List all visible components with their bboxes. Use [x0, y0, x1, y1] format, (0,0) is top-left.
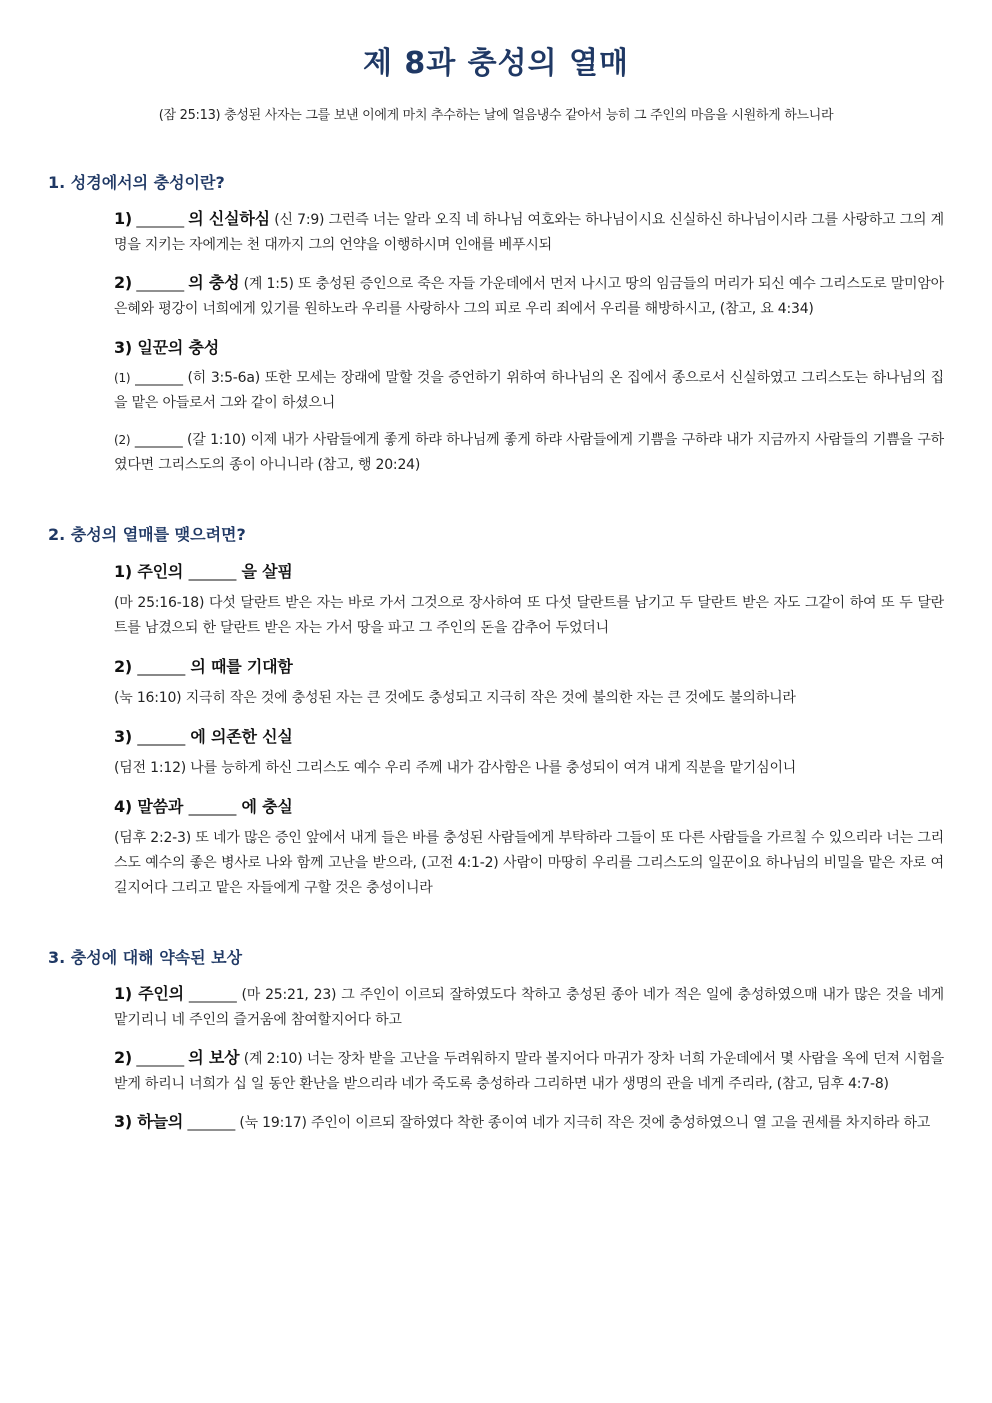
- section-2-item-1: [114, 558, 944, 641]
- section-1: [48, 172, 944, 478]
- section-3-heading: 3. 충성에 대해 약속된 보상: [48, 948, 243, 967]
- heading-suffix: 을 살핌: [241, 562, 293, 581]
- item-number: 2): [114, 1048, 133, 1067]
- heading-prefix: 1) 주인의: [114, 562, 184, 581]
- heading-prefix: 4) 말씀과: [114, 797, 184, 816]
- section-2: [48, 524, 944, 901]
- item-heading: 3) 하늘의: [114, 1112, 184, 1131]
- verse-text: (계 2:10) 너는 장차 받을 고난을 두려워하지 말라 볼지어다 마귀가 장차 너희 가운데에서 몇 사람을 옥에 던져 시험을 받게 하리니 너희가 십 일 동안 환난을 받으리라 네가 죽도록 충성하라 그리하면 내가 생명의 관을 네게 주리라, (참고, 딤후 4:7-8): [114, 1051, 944, 1092]
- item-heading: [114, 653, 944, 682]
- fill-in-blank: _______: [137, 660, 186, 676]
- heading-suffix: 에 의존한 신실: [190, 727, 293, 746]
- item-number: 2): [114, 273, 133, 292]
- fill-in-blank: _______: [136, 1051, 184, 1067]
- section-2-items: [48, 558, 944, 901]
- verse-text: (히 3:5-6a) 또한 모세는 장래에 말할 것을 증언하기 위하여 하나님의 온 집에서 종으로서 신실하였고 그리스도는 하나님의 집을 맡은 아들로서 그와 같이 하셨으니: [114, 370, 944, 411]
- section-3: [48, 947, 944, 1136]
- heading-prefix: 2): [114, 657, 133, 676]
- verse-text: (마 25:21, 23) 그 주인이 이르되 잘하였도다 착하고 충성된 종아 네가 적은 일에 충성하였으매 내가 많은 것을 네게 맡기리니 네 주인의 즐거움에 참여할지어다 하고: [114, 987, 944, 1028]
- fill-in-blank: _______: [134, 432, 183, 448]
- heading-suffix: 의 때를 기대함: [190, 657, 293, 676]
- heading-prefix: 3): [114, 727, 133, 746]
- section-3-item-3: [114, 1109, 944, 1136]
- verse-text: (계 1:5) 또 충성된 증인으로 죽은 자들 가운데에서 먼저 나시고 땅의 임금들의 머리가 되신 예수 그리스도로 말미암아 은혜와 평강이 너희에게 있기를 원하노라 우리를 사랑하사 그의 피로 우리 죄에서 우리를 해방하시고, (참고, 요 4:34): [114, 276, 944, 317]
- sub-item-number: (2): [114, 433, 131, 447]
- item-heading: 의 보상: [188, 1048, 240, 1067]
- item-heading: [114, 793, 944, 822]
- item-heading: 3) 일꾼의 충성: [114, 338, 220, 357]
- section-3-items: [48, 981, 944, 1136]
- verse-text: (눅 16:10) 지극히 작은 것에 충성된 자는 큰 것에도 충성되고 지극히 작은 것에 불의한 자는 큰 것에도 불의하니라: [114, 690, 796, 706]
- section-2-heading: 2. 충성의 열매를 맺으려면?: [48, 525, 246, 544]
- verse-text: (딤전 1:12) 나를 능하게 하신 그리스도 예수 우리 주께 내가 감사함은 나를 충성되이 여겨 내게 직분을 맡기심이니: [114, 760, 797, 776]
- section-2-item-4: [114, 793, 944, 901]
- item-heading: 의 신실하심: [188, 209, 270, 228]
- section-3-item-2: [114, 1045, 944, 1097]
- sub-item-number: (1): [114, 371, 131, 385]
- section-1-item-3: [114, 334, 944, 478]
- section-1-item-1: [114, 206, 944, 258]
- fill-in-blank: _______: [188, 800, 237, 816]
- item-heading: [114, 723, 944, 752]
- verse-text: (갈 1:10) 이제 내가 사람들에게 좋게 하랴 하나님께 좋게 하랴 사람들에게 기쁨을 구하랴 내가 지금까지 사람들의 기쁨을 구하였다면 그리스도의 종이 아니니라 (참고, 행 20:24): [114, 432, 944, 473]
- fill-in-blank: _______: [136, 276, 184, 292]
- fill-in-blank: _______: [187, 1115, 236, 1131]
- section-1-heading: 1. 성경에서의 충성이란?: [48, 173, 225, 192]
- item-heading: 의 충성: [188, 273, 240, 292]
- item-heading: [114, 558, 944, 587]
- fill-in-blank: _______: [136, 212, 184, 228]
- page-title: 제 8과 충성의 열매: [362, 46, 630, 81]
- verse-text: (신 7:9) 그런즉 너는 알라 오직 네 하나님 여호와는 하나님이시요 신실하신 하나님이시라 그를 사랑하고 그의 계명을 지키는 자에게는 천 대까지 그의 언약을 이행하시며 인애를 베푸시되: [114, 212, 944, 253]
- verse-text: (딤후 2:2-3) 또 네가 많은 증인 앞에서 내게 들은 바를 충성된 사람들에게 부탁하라 그들이 또 다른 사람들을 가르칠 수 있으리라 너는 그리스도 예수의 좋은 병사로 나와 함께 고난을 받으라, (고전 4:1-2) 사람이 마땅히 우리를 그리스도의 일꾼이요 하나님의 비밀을 맡은 자로 여길지어다 그리고 맡은 자들에게 구할 것은 충성이니라: [114, 830, 944, 896]
- section-1-item-2: [114, 270, 944, 322]
- section-3-item-1: [114, 981, 944, 1033]
- heading-suffix: 에 충실: [241, 797, 293, 816]
- section-1-items: [48, 206, 944, 478]
- verse-text: (눅 19:17) 주인이 이르되 잘하였다 착한 종이여 네가 지극히 작은 것에 충성하였으니 열 고을 권세를 차지하라 하고: [239, 1115, 931, 1131]
- fill-in-blank: _______: [135, 370, 183, 386]
- item-number: 1): [114, 209, 133, 228]
- section-2-item-2: [114, 653, 944, 711]
- fill-in-blank: _______: [188, 565, 237, 581]
- item-heading: 1) 주인의: [114, 984, 184, 1003]
- fill-in-blank: _______: [188, 987, 237, 1003]
- epigraph-verse: (잠 25:13) 충성된 사자는 그를 보낸 이에게 마치 추수하는 날에 얼음냉수 같아서 능히 그 주인의 마음을 시원하게 하느니라: [158, 108, 834, 123]
- section-2-item-3: [114, 723, 944, 781]
- verse-text: (마 25:16-18) 다섯 달란트 받은 자는 바로 가서 그것으로 장사하여 또 다섯 달란트를 남기고 두 달란트 받은 자도 그같이 하여 또 두 달란트를 남겼으되 한 달란트 받은 자는 가서 땅을 파고 그 주인의 돈을 감추어 두었더니: [114, 595, 944, 636]
- sub-item-1: [114, 366, 944, 416]
- sub-item-2: [114, 428, 944, 478]
- fill-in-blank: _______: [137, 730, 186, 746]
